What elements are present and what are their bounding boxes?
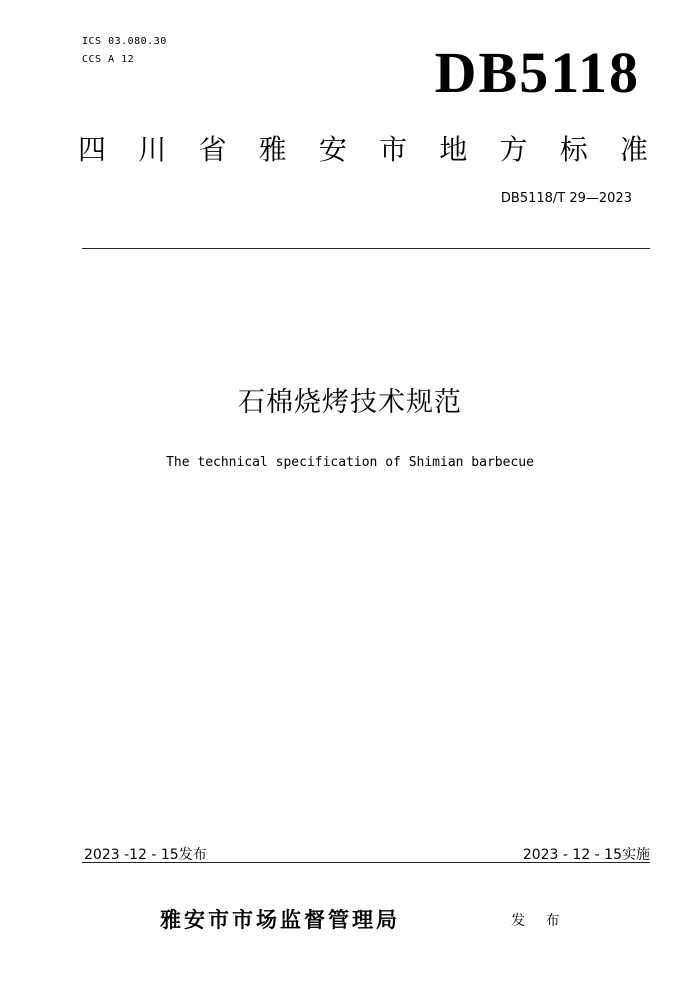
publish-label: 发 布 bbox=[511, 913, 568, 929]
standard-type-char: 市 bbox=[379, 133, 408, 166]
issuing-authority: 雅安市市场监督管理局 bbox=[160, 908, 400, 932]
standard-type-char: 雅 bbox=[258, 133, 287, 166]
document-title-zh: 石棉烧烤技术规范 bbox=[238, 387, 462, 418]
db-standard-mark: DB5118 bbox=[434, 40, 640, 105]
document-title-en: The technical specification of Shimian barbecue bbox=[166, 455, 534, 470]
footer-divider bbox=[82, 862, 650, 863]
ics-code: ICS 03.080.30 bbox=[82, 36, 167, 47]
standard-type-char: 地 bbox=[439, 133, 468, 166]
standard-type-char: 川 bbox=[138, 133, 167, 166]
standard-type-char: 安 bbox=[318, 133, 347, 166]
standard-number: DB5118/T 29—2023 bbox=[500, 191, 632, 206]
standard-type-title bbox=[78, 133, 648, 166]
standard-type-char: 四 bbox=[78, 133, 107, 166]
standard-type-char: 省 bbox=[198, 133, 227, 166]
ccs-code: CCS A 12 bbox=[82, 54, 135, 65]
standard-type-char: 标 bbox=[559, 133, 588, 166]
standard-type-char: 方 bbox=[499, 133, 528, 166]
header-divider bbox=[82, 248, 650, 249]
implementation-date: 2023 - 12 - 15实施 bbox=[522, 847, 650, 863]
issue-date: 2023 -12 - 15发布 bbox=[84, 847, 207, 863]
standard-type-char: 准 bbox=[619, 133, 648, 166]
